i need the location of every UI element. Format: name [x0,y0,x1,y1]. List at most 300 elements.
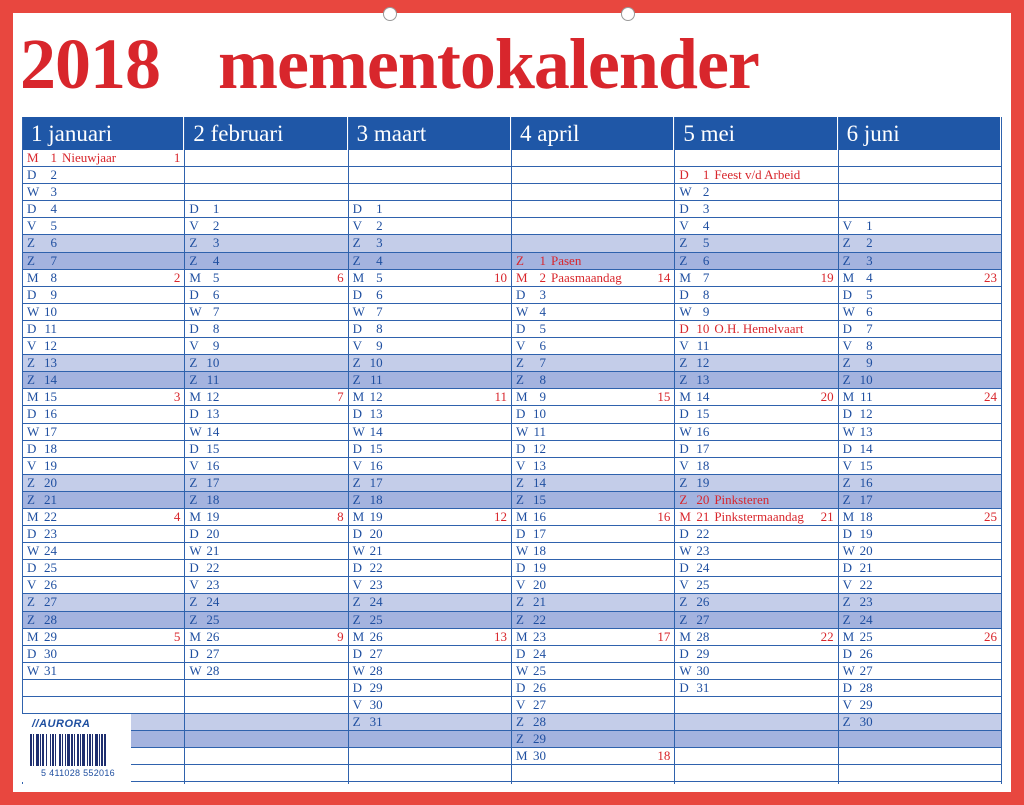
calendar-row [512,765,674,782]
day-number: 30 [44,645,57,661]
calendar-row [23,253,184,270]
calendar-row [185,543,347,560]
day-number: 7 [702,269,710,285]
calendar-row [349,321,511,338]
day-letter: Z [679,235,688,251]
calendar-row [675,492,837,509]
calendar-row [512,714,674,731]
calendar-row [512,543,674,560]
calendar-row [349,201,511,218]
calendar-row [185,389,347,406]
day-number: 9 [376,338,383,354]
day-letter: D [679,201,689,217]
day-number: 23 [206,577,220,593]
day-letter: D [189,406,199,422]
day-number: 25 [206,611,220,627]
day-letter: Z [189,355,198,371]
day-letter: Z [352,594,361,610]
calendar-row [675,389,837,406]
day-letter: Z [189,252,198,268]
day-number: 29 [859,697,873,712]
calendar-row [675,458,837,475]
day-number: 30 [859,714,873,730]
calendar-row [512,697,674,714]
calendar-row [185,150,347,167]
day-number: 10 [533,406,546,422]
day-number: 22 [369,560,383,576]
day-letter: Z [27,594,35,610]
day-number: 7 [50,252,57,268]
day-letter: V [27,338,37,354]
calendar-row [349,475,511,492]
day-number: 28 [369,662,383,678]
calendar-row [512,748,674,765]
day-letter: M [352,508,365,524]
calendar-row [23,424,184,441]
day-letter: W [189,303,202,319]
calendar-row [23,697,184,714]
day-number: 20 [206,526,220,542]
day-letter: W [352,543,365,559]
month-header: 2 februari [185,117,347,150]
day-number: 6 [50,235,57,251]
day-letter: W [189,662,202,678]
calendar-row [675,765,837,782]
calendar-row [349,184,511,201]
calendar-row [349,406,511,423]
calendar-row [675,184,837,201]
day-letter: W [27,184,40,200]
day-number: 25 [369,611,383,627]
day-number: 17 [533,526,546,542]
day-letter: Z [516,252,524,268]
day-letter: D [352,645,363,661]
month-header: 5 mei [675,117,837,150]
day-letter: Z [842,594,851,610]
day-letter: Z [27,474,35,490]
week-number: 23 [983,269,997,285]
day-letter: D [679,406,689,422]
day-number: 21 [206,543,220,559]
calendar-row [185,167,347,184]
calendar-row [23,612,184,629]
day-number: 18 [533,543,546,559]
calendar-row [675,304,837,321]
day-number: 20 [533,577,546,593]
calendar-row [23,509,184,526]
day-letter: Z [679,355,688,371]
barcode-bar [95,734,98,766]
calendar-row [185,184,347,201]
calendar-row [349,372,511,389]
calendar-row [349,355,511,372]
day-letter: D [679,167,689,183]
calendar-row [675,646,837,663]
calendar-row [839,253,1001,270]
calendar-row [185,287,347,304]
day-letter: V [842,218,853,234]
day-number: 11 [44,320,57,336]
day-number: 6 [212,286,220,302]
day-number: 14 [44,372,57,388]
day-number: 18 [696,457,710,473]
hanging-hole-left [383,7,397,21]
day-letter: V [352,577,363,593]
day-number: 17 [859,491,873,507]
week-number: 2 [173,269,181,285]
day-letter: V [679,577,689,593]
calendar-row [349,663,511,680]
day-letter: Z [679,594,688,610]
calendar-row [675,731,837,748]
calendar-row [839,150,1001,167]
month-header: 4 april [512,117,674,150]
calendar-row [185,560,347,577]
calendar-row [512,594,674,611]
day-letter: M [842,628,855,644]
calendar-row [839,509,1001,526]
calendar-row [185,526,347,543]
title-year: 2018 [20,24,160,104]
calendar-row [839,184,1001,201]
day-number: 7 [376,303,383,319]
day-number: 3 [376,235,383,251]
calendar-row [23,338,184,355]
calendar-row [839,321,1001,338]
calendar-row [349,748,511,765]
barcode-bar [33,734,34,766]
day-number: 21 [44,491,57,507]
calendar-row [512,167,674,184]
calendar-row [185,748,347,765]
week-number: 11 [494,389,507,405]
barcode-icon [30,734,124,766]
day-number: 28 [859,679,873,695]
day-number: 26 [369,628,383,644]
day-number: 24 [696,560,710,576]
day-number: 15 [859,457,873,473]
calendar-row [512,629,674,646]
week-number: 24 [983,389,997,405]
day-number: 18 [369,491,383,507]
day-letter: M [27,628,39,644]
calendar-row [185,629,347,646]
calendar-row [675,321,837,338]
day-letter: D [352,526,363,542]
day-number: 9 [702,303,710,319]
day-letter: D [842,560,853,576]
week-number: 18 [657,748,671,764]
day-letter: V [27,577,37,593]
day-letter: M [189,269,201,285]
day-letter: Z [352,611,361,627]
day-number: 31 [696,679,710,695]
day-number: 3 [50,184,57,200]
calendar-row [349,697,511,714]
day-number: 3 [702,201,710,217]
week-number: 17 [657,628,671,644]
day-number: 4 [376,252,383,268]
day-number: 24 [44,543,57,559]
calendar-row [512,270,674,287]
day-letter: M [679,508,691,524]
day-letter: D [842,286,853,302]
calendar-row [349,304,511,321]
day-letter: D [516,286,526,302]
calendar-row [675,355,837,372]
calendar-row [185,458,347,475]
day-number: 26 [44,577,57,593]
calendar-row [185,475,347,492]
day-letter: V [27,457,37,473]
day-letter: Z [352,355,361,371]
day-letter: D [352,201,363,217]
barcode-bar [52,734,54,766]
day-letter: D [516,440,526,456]
day-number: 30 [369,697,383,712]
calendar-row [185,663,347,680]
calendar-grid [22,117,1002,784]
day-number: 6 [539,338,546,354]
day-letter: W [516,303,529,319]
day-letter: Z [189,235,198,251]
calendar-row [512,560,674,577]
calendar-row [23,406,184,423]
calendar-row [23,458,184,475]
day-letter: V [352,218,363,234]
day-letter: Z [189,372,198,388]
day-letter: D [842,645,853,661]
calendar-row [512,406,674,423]
day-letter: W [842,303,855,319]
day-number: 8 [376,320,383,336]
day-number: 25 [533,662,546,678]
day-letter: D [516,645,526,661]
calendar-row [839,731,1001,748]
day-letter: D [27,167,37,183]
barcode-bar [67,734,70,766]
calendar-row [23,646,184,663]
day-number: 12 [696,355,710,371]
calendar-row [512,372,674,389]
day-number: 27 [44,594,57,610]
calendar-row [512,355,674,372]
day-letter: D [842,526,853,542]
day-letter: D [189,440,199,456]
day-letter: Z [842,491,851,507]
calendar-row [675,218,837,235]
calendar-row [675,577,837,594]
day-number: 18 [859,508,873,524]
day-letter: M [189,389,201,405]
calendar-row [675,526,837,543]
day-letter: M [27,269,39,285]
calendar-row [185,612,347,629]
day-letter: V [679,457,689,473]
day-letter: W [27,543,40,559]
day-letter: M [352,628,365,644]
calendar-row [185,697,347,714]
calendar-row [349,270,511,287]
day-number: 1 [376,201,383,217]
day-letter: D [189,286,199,302]
day-letter: W [27,303,40,319]
calendar-row [23,150,184,167]
day-number: 29 [696,645,710,661]
day-number: 14 [859,440,873,456]
day-letter: V [516,697,526,712]
holiday-label: Pinkstermaandag [714,508,804,524]
day-number: 23 [369,577,383,593]
day-number: 5 [50,218,57,234]
week-number: 5 [173,628,181,644]
day-letter: D [352,560,363,576]
day-letter: D [842,440,853,456]
day-letter: M [842,269,855,285]
barcode-bar [80,734,81,766]
barcode-bar [62,734,63,766]
day-number: 6 [376,286,383,302]
day-number: 15 [369,440,383,456]
day-number: 8 [866,338,873,354]
day-number: 28 [696,628,710,644]
calendar-row [675,201,837,218]
day-letter: D [27,440,37,456]
calendar-row [675,475,837,492]
day-number: 15 [696,406,710,422]
day-letter: Z [189,594,198,610]
day-number: 12 [44,338,57,354]
day-letter: D [352,320,363,336]
calendar-row [23,663,184,680]
calendar-row [23,492,184,509]
day-letter: Z [27,252,35,268]
calendar-row [839,697,1001,714]
day-number: 8 [212,320,220,336]
barcode-bar [59,734,61,766]
calendar-row [185,235,347,252]
day-number: 2 [866,235,873,251]
day-letter: W [842,543,855,559]
day-number: 29 [44,628,57,644]
day-letter: W [679,662,692,678]
day-letter: D [679,440,689,456]
day-number: 4 [539,303,546,319]
day-number: 18 [206,491,220,507]
day-number: 12 [206,389,220,405]
day-letter: M [189,628,201,644]
day-number: 13 [533,457,546,473]
day-letter: D [516,320,526,336]
calendar-row [512,475,674,492]
week-number: 1 [173,150,181,165]
day-number: 20 [369,526,383,542]
day-letter: M [842,389,855,405]
calendar-row [349,167,511,184]
day-letter: D [679,560,689,576]
calendar-row [23,184,184,201]
day-number: 5 [702,235,710,251]
barcode-bar [55,734,56,766]
calendar-row [185,646,347,663]
calendar-row [512,441,674,458]
barcode-bar [30,734,32,766]
day-number: 23 [44,526,57,542]
calendar-row [839,629,1001,646]
calendar-row [675,594,837,611]
day-letter: Z [679,372,688,388]
calendar-title [20,22,759,106]
calendar-row [675,372,837,389]
day-letter: D [352,406,363,422]
calendar-row [23,594,184,611]
day-letter: D [27,645,37,661]
day-number: 25 [696,577,710,593]
calendar-row [23,389,184,406]
day-number: 15 [44,389,57,405]
day-letter: V [352,338,363,354]
day-letter: D [189,560,199,576]
barcode-bar [46,734,47,766]
day-number: 6 [866,303,873,319]
day-letter: M [27,150,39,165]
day-number: 24 [206,594,220,610]
calendar-row [839,355,1001,372]
day-number: 11 [533,423,546,439]
calendar-row [512,184,674,201]
day-number: 27 [369,645,383,661]
week-number: 12 [493,508,507,524]
day-number: 5 [866,286,873,302]
day-letter: Z [842,235,851,251]
calendar-row [839,304,1001,321]
barcode-number: 5 411028 552016 [41,768,115,778]
day-letter: Z [27,491,35,507]
day-number: 29 [369,679,383,695]
day-number: 8 [50,269,57,285]
day-letter: V [842,338,853,354]
day-letter: V [679,218,689,234]
day-number: 16 [206,457,220,473]
day-number: 26 [696,594,710,610]
day-number: 27 [533,697,546,712]
calendar-row [839,167,1001,184]
day-letter: W [516,662,529,678]
day-letter: Z [27,235,35,251]
day-number: 7 [539,355,546,371]
calendar-row [349,765,511,782]
day-number: 28 [44,611,57,627]
calendar-row [675,560,837,577]
day-number: 19 [696,474,710,490]
calendar-row [512,304,674,321]
calendar-row [23,321,184,338]
calendar-row [512,321,674,338]
calendar-row [349,458,511,475]
calendar-row [675,406,837,423]
day-number: 4 [50,201,57,217]
day-number: 16 [369,457,383,473]
week-number: 15 [657,389,671,405]
calendar-row [839,577,1001,594]
calendar-row [675,338,837,355]
day-letter: Z [842,252,851,268]
calendar-row [839,372,1001,389]
calendar-row [512,731,674,748]
day-letter: V [516,338,526,354]
day-letter: W [352,423,365,439]
calendar-row [349,680,511,697]
